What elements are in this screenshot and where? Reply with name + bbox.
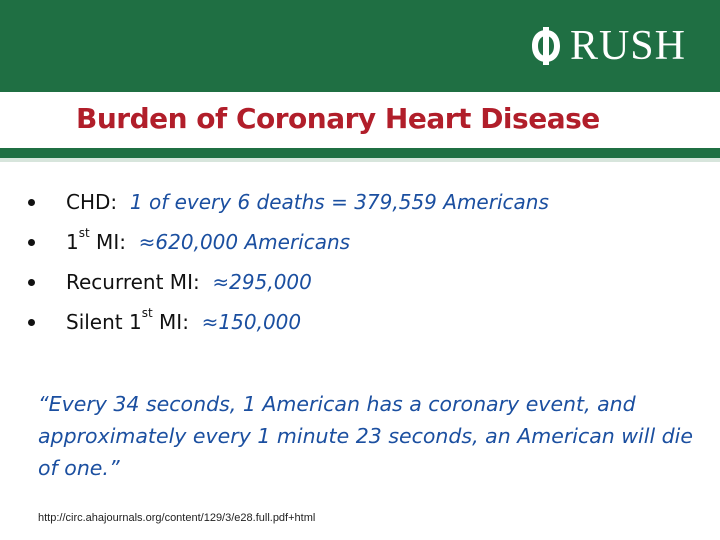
source-link[interactable]: http://circ.ahajournals.org/content/129/3/e28.full.pdf+html (38, 512, 316, 524)
title-divider-shadow (0, 158, 720, 162)
title-divider (0, 148, 720, 158)
bullet-text (66, 302, 301, 342)
bullet-label: Recurrent MI: (66, 270, 200, 294)
title-area (0, 92, 720, 148)
logo-text: RUSH (569, 23, 686, 69)
bullet-marker (28, 239, 35, 246)
bullet-text (66, 222, 350, 262)
bullet-marker (28, 279, 35, 286)
bullet-label-post: MI: (152, 310, 189, 334)
bullet-text (66, 182, 549, 222)
bullet-label-pre: 1 (66, 230, 79, 254)
bullet-value: ≈150,000 (201, 310, 302, 334)
bullet-value: ≈295,000 (212, 270, 312, 294)
bullet-value: ≈620,000 Americans (138, 230, 351, 254)
bullet-item (28, 262, 698, 302)
bullet-label-pre: Silent 1 (66, 310, 142, 334)
bullet-value: 1 of every 6 deaths = 379,559 Americans (129, 190, 549, 214)
slide-title: Burden of Coronary Heart Disease (76, 102, 600, 135)
quote-text: “Every 34 seconds, 1 American has a coronary event, and approximately every 1 minute 23 seconds, an American will die of one.” (38, 392, 693, 480)
bullet-item (28, 222, 698, 262)
bullet-marker (28, 319, 35, 326)
bullet-label-sup: st (78, 226, 90, 241)
bullet-item (28, 302, 698, 342)
rush-shield-icon (528, 26, 564, 66)
bullet-label: CHD: (66, 190, 118, 214)
bullet-label-sup: st (141, 306, 153, 321)
bullet-text (66, 262, 312, 302)
bullet-list (28, 182, 698, 342)
header-band (0, 0, 720, 92)
bullet-label-post: MI: (89, 230, 126, 254)
rush-logo (528, 24, 686, 68)
bullet-item (28, 182, 698, 222)
bullet-marker (28, 199, 35, 206)
